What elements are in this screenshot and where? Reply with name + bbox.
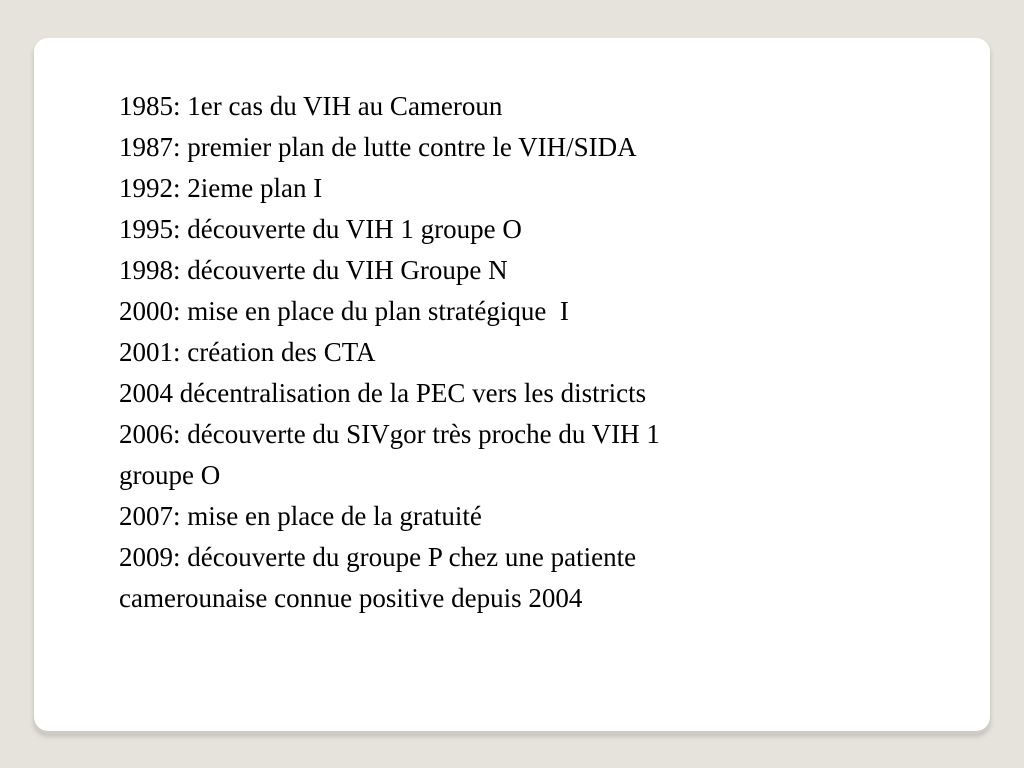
timeline-line-2009: 2009: découverte du groupe P chez une patiente [119,542,637,572]
timeline-line-2009-continued: camerounaise connue positive depuis 2004 [119,583,583,613]
timeline-line-1995: 1995: découverte du VIH 1 groupe O [119,214,522,244]
timeline-line-2004: 2004 décentralisation de la PEC vers les districts [119,378,647,408]
timeline-line-1985: 1985: 1er cas du VIH au Cameroun [119,91,503,121]
timeline-line-1998: 1998: découverte du VIH Groupe N [119,255,508,285]
timeline-line-2007: 2007: mise en place de la gratuité [119,501,482,531]
timeline-line-2000: 2000: mise en place du plan stratégique I [119,296,569,326]
timeline-line-1987: 1987: premier plan de lutte contre le VIH/SIDA [119,132,637,162]
timeline-line-2006-continued: groupe O [119,460,221,490]
timeline-line-1992: 1992: 2ieme plan I [119,173,323,203]
timeline-line-2001: 2001: création des CTA [119,337,376,367]
timeline-line-2006: 2006: découverte du SIVgor très proche du VIH 1 [119,419,660,449]
slide-card [34,38,990,731]
slide-body-text [119,86,839,619]
